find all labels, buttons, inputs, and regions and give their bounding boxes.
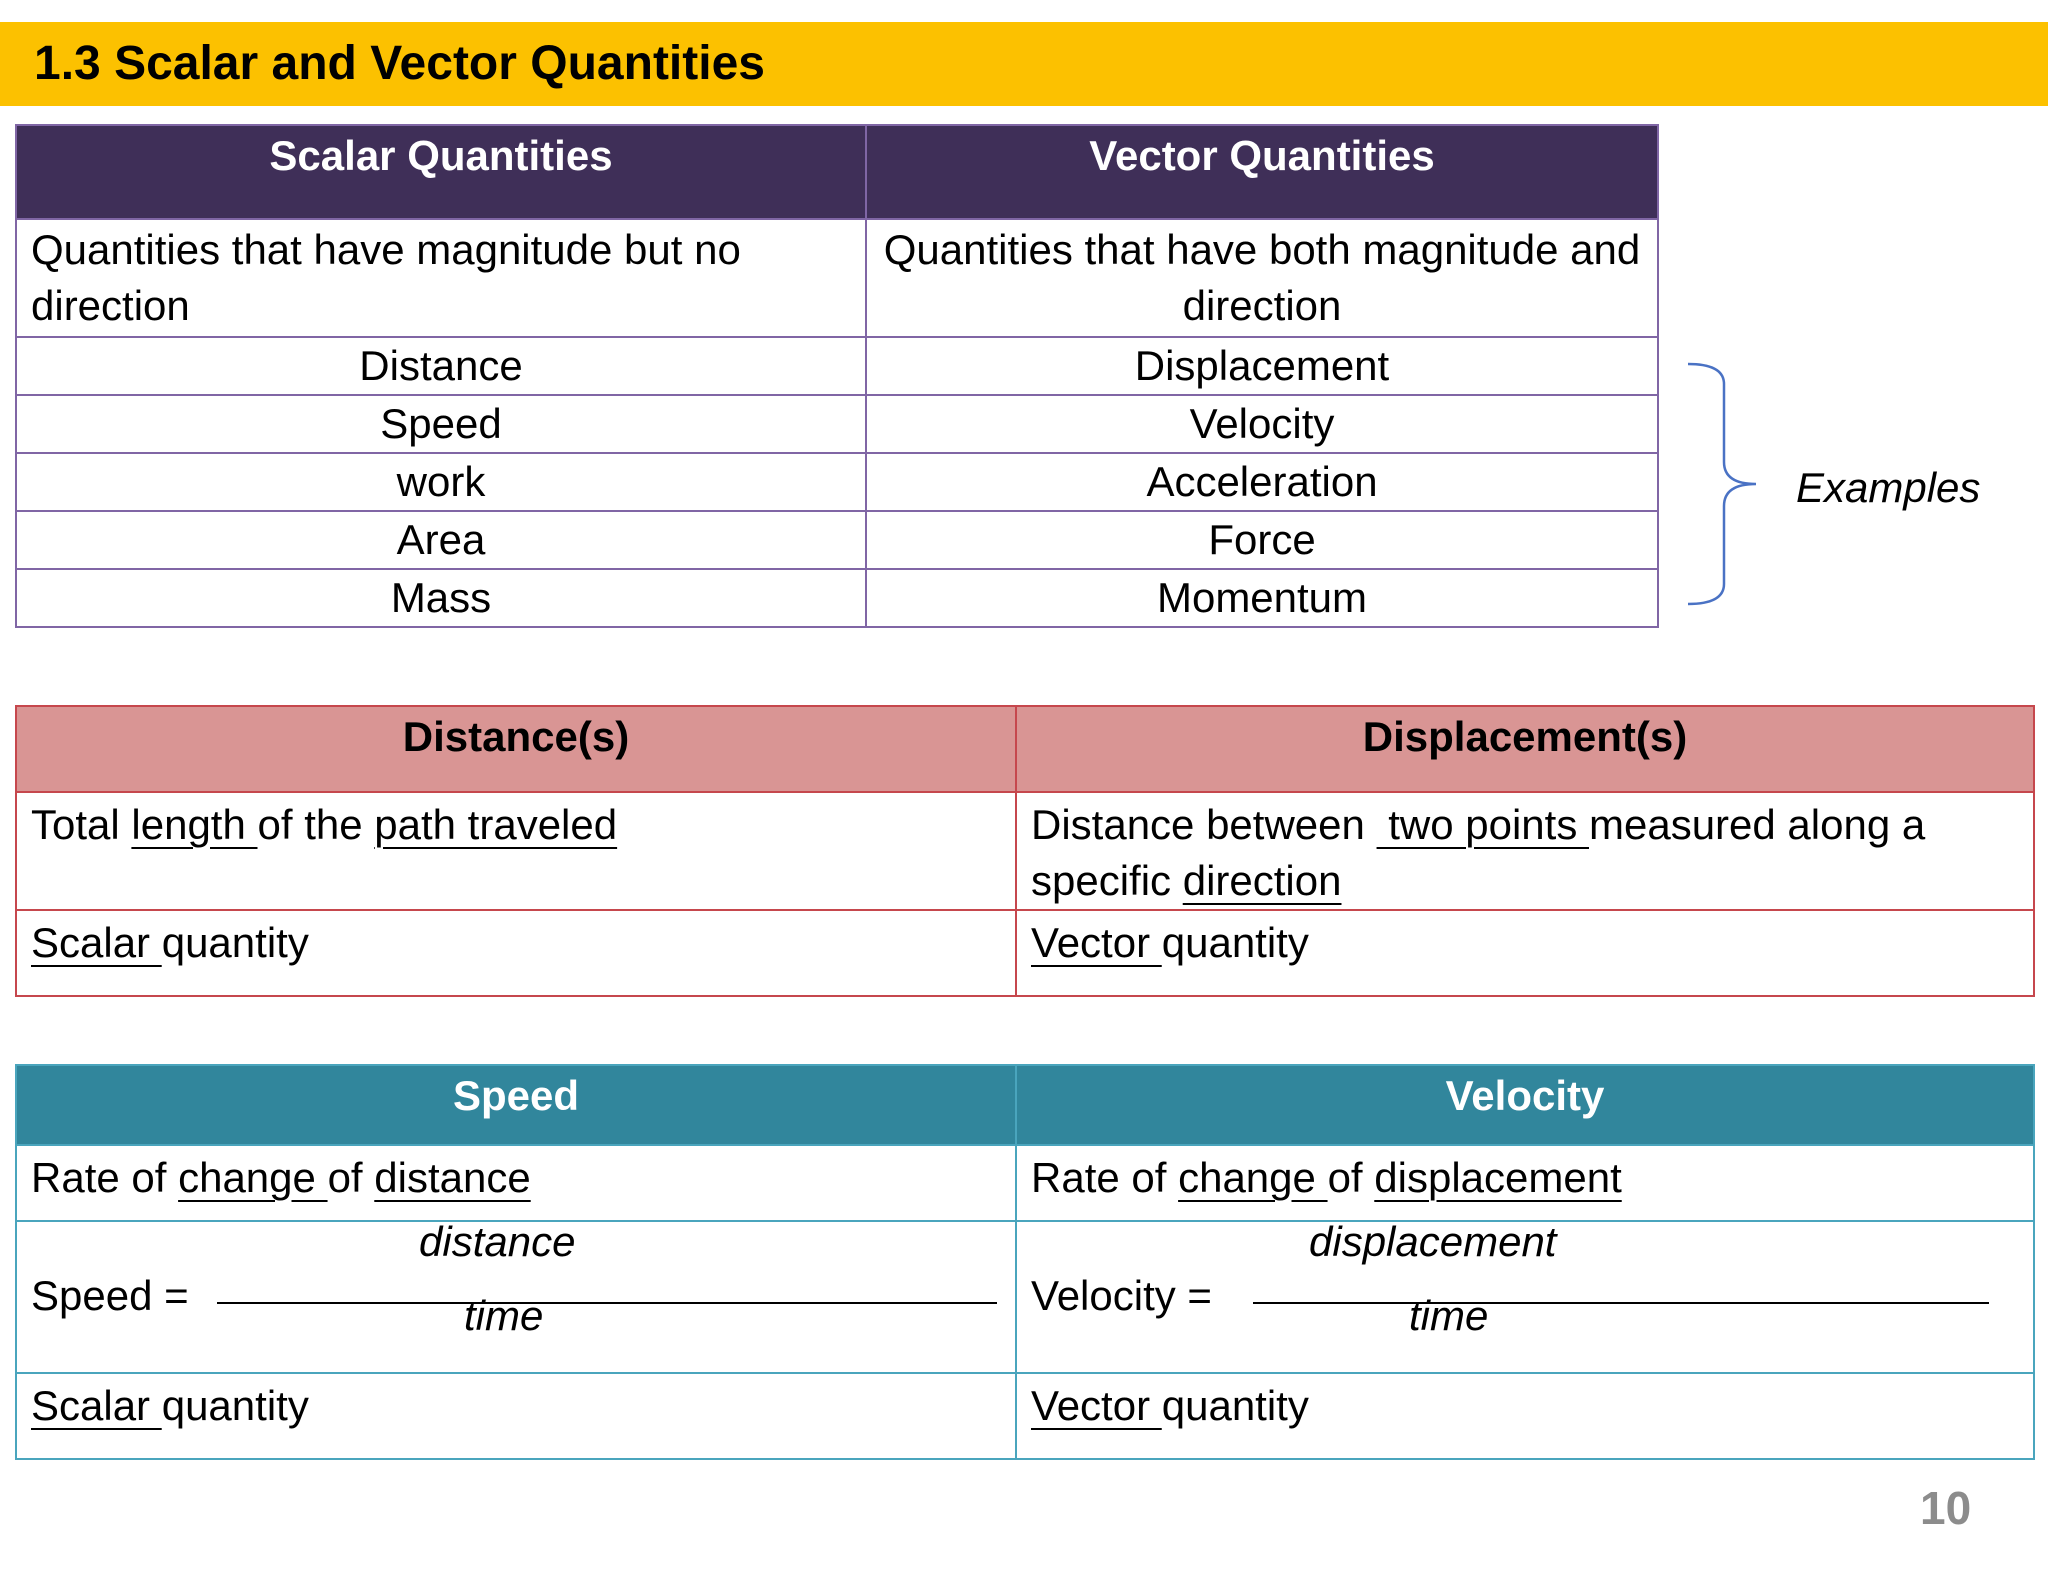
header-vector-quantities: Vector Quantities xyxy=(866,125,1658,219)
scalar-example: Area xyxy=(16,511,866,569)
examples-label: Examples xyxy=(1796,464,1981,511)
vector-example: Momentum xyxy=(866,569,1658,627)
header-distance: Distance(s) xyxy=(16,706,1016,792)
vector-example: Force xyxy=(866,511,1658,569)
formula-denominator: time xyxy=(464,1292,544,1339)
distance-displacement-table xyxy=(15,705,2035,997)
displacement-definition xyxy=(1016,792,2034,910)
underlined-text: displacement xyxy=(1374,1154,1622,1201)
speed-formula xyxy=(16,1218,1016,1373)
fraction-line xyxy=(1253,1302,1989,1304)
underlined-text: Scalar xyxy=(31,919,162,966)
page-number: 10 xyxy=(1920,1482,1972,1534)
scalar-definition: Quantities that have magnitude but no direction xyxy=(16,219,866,337)
text-span: of xyxy=(1327,1154,1375,1201)
scalar-example: Distance xyxy=(16,337,866,395)
text-span: quantity xyxy=(161,1382,309,1429)
vector-example: Acceleration xyxy=(866,453,1658,511)
formula-label: Speed = xyxy=(31,1272,189,1319)
text-span: quantity xyxy=(1161,1382,1309,1429)
scalar-example: Mass xyxy=(16,569,866,627)
text-span: quantity xyxy=(161,919,309,966)
underlined-text: Vector xyxy=(1031,1382,1162,1429)
velocity-formula xyxy=(1016,1218,2034,1373)
displacement-type xyxy=(1016,910,2034,996)
header-scalar-quantities: Scalar Quantities xyxy=(16,125,866,219)
text-span: of xyxy=(327,1154,375,1201)
underlined-text: distance xyxy=(374,1154,531,1201)
header-velocity: Velocity xyxy=(1016,1065,2034,1145)
text-span: quantity xyxy=(1161,919,1309,966)
underlined-text: path traveled xyxy=(374,801,618,848)
distance-definition xyxy=(16,792,1016,910)
header-speed: Speed xyxy=(16,1065,1016,1145)
formula-numerator: distance xyxy=(419,1218,576,1265)
header-displacement: Displacement(s) xyxy=(1016,706,2034,792)
text-span: Rate of xyxy=(1031,1154,1179,1201)
formula-denominator: time xyxy=(1409,1292,1489,1339)
title-bar xyxy=(0,22,2048,106)
text-span: Total xyxy=(31,801,132,848)
text-span: Distance between xyxy=(1031,801,1377,848)
velocity-definition xyxy=(1016,1145,2034,1221)
underlined-text: change xyxy=(178,1154,328,1201)
curly-brace-icon xyxy=(1686,362,1756,606)
scalar-vector-table xyxy=(15,124,1659,628)
underlined-text: Vector xyxy=(1031,919,1162,966)
text-span: measured along a specific xyxy=(1031,801,1949,904)
table-row xyxy=(16,569,1658,627)
formula-numerator: displacement xyxy=(1309,1218,1557,1265)
table-row xyxy=(16,511,1658,569)
scalar-example: Speed xyxy=(16,395,866,453)
underlined-text: Scalar xyxy=(31,1382,162,1429)
speed-type xyxy=(16,1373,1016,1459)
scalar-example: work xyxy=(16,453,866,511)
underlined-text: change xyxy=(1178,1154,1328,1201)
underlined-text: direction xyxy=(1182,857,1342,904)
page-title: 1.3 Scalar and Vector Quantities xyxy=(34,37,765,90)
text-span: Rate of xyxy=(31,1154,179,1201)
table-row xyxy=(16,337,1658,395)
velocity-type xyxy=(1016,1373,2034,1459)
fraction-line xyxy=(217,1302,997,1304)
text-span: of the xyxy=(257,801,375,848)
table-row xyxy=(16,395,1658,453)
table-row xyxy=(16,453,1658,511)
vector-example: Velocity xyxy=(866,395,1658,453)
formula-label: Velocity = xyxy=(1031,1272,1212,1319)
vector-example: Displacement xyxy=(866,337,1658,395)
vector-definition: Quantities that have both magnitude and direction xyxy=(866,219,1658,337)
speed-velocity-table xyxy=(15,1064,2035,1460)
distance-type xyxy=(16,910,1016,996)
underlined-text: length xyxy=(131,801,258,848)
underlined-text: two points xyxy=(1376,801,1589,848)
speed-definition xyxy=(16,1145,1016,1221)
